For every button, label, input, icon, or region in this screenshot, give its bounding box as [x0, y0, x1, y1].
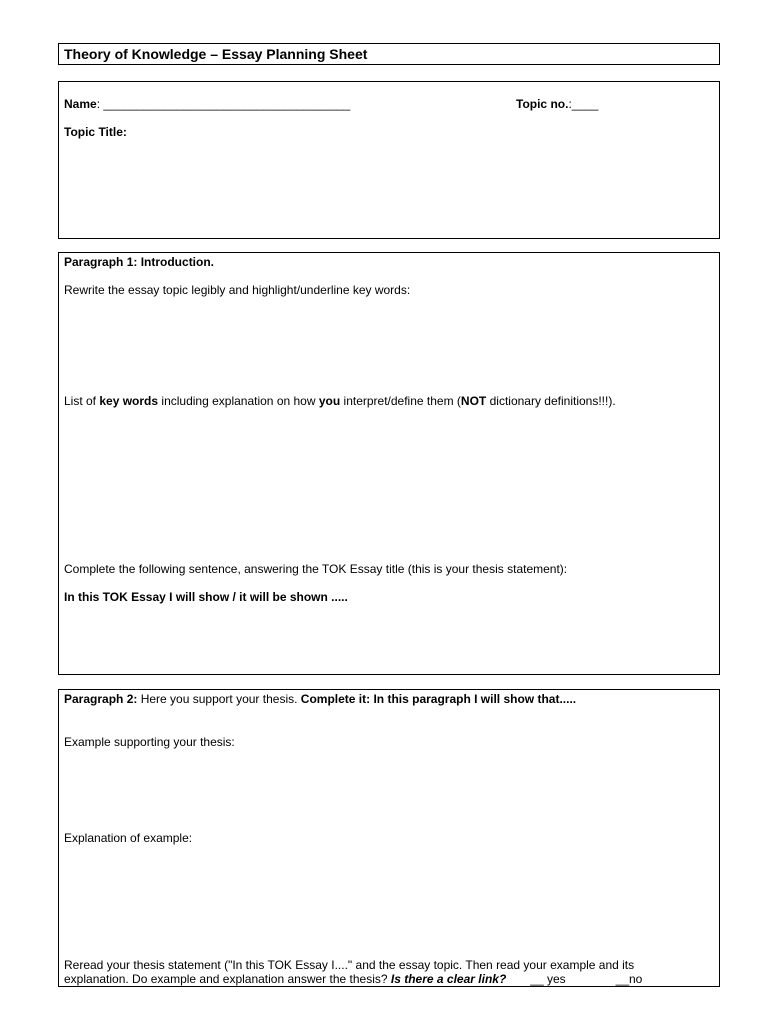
topic-title-label: Topic Title:: [64, 125, 127, 139]
no-option[interactable]: __no: [615, 972, 643, 986]
reread-line-1: Reread your thesis statement ("In this TOK Essay I...." and the essay topic. Then read your example and its: [64, 958, 635, 972]
example-prompt: Example supporting your thesis:: [64, 735, 235, 749]
paragraph-2-heading: Paragraph 2: Here you support your thesis. Complete it: In this paragraph I will show that.....: [64, 692, 577, 706]
topic-number-field[interactable]: [516, 97, 598, 111]
explanation-prompt: Explanation of example:: [64, 831, 193, 845]
topic-number-label: Topic no.: [516, 97, 569, 111]
reread-line-2: explanation. Do example and explanation answer the thesis? Is there a clear link? __ yes __no: [64, 972, 643, 986]
paragraph-1-box: [58, 252, 720, 675]
title-box: [58, 43, 720, 65]
paragraph-2-box: [58, 689, 720, 987]
clear-link-question: Is there a clear link?: [390, 972, 507, 986]
rewrite-topic-prompt: Rewrite the essay topic legibly and highlight/underline key words:: [64, 283, 411, 297]
name-label: Name: [64, 97, 97, 111]
paragraph-1-heading: Paragraph 1: Introduction.: [64, 255, 215, 269]
yes-option[interactable]: __ yes: [530, 972, 566, 986]
name-field[interactable]: [64, 97, 350, 111]
page-title: Theory of Knowledge – Essay Planning Sheet: [64, 46, 368, 62]
thesis-sentence-prompt: Complete the following sentence, answering the TOK Essay title (this is your thesis statement):: [64, 562, 568, 576]
thesis-sentence-start: In this TOK Essay I will show / it will be shown .....: [64, 590, 348, 604]
header-box: [58, 81, 720, 239]
name-line: : _____________________________________: [96, 97, 351, 111]
topic-number-line: :____: [568, 97, 599, 111]
reread-instructions: [64, 958, 714, 986]
key-words-prompt: List of key words including explanation on how you interpret/define them (NOT dictionary definitions!!!).: [64, 394, 616, 408]
